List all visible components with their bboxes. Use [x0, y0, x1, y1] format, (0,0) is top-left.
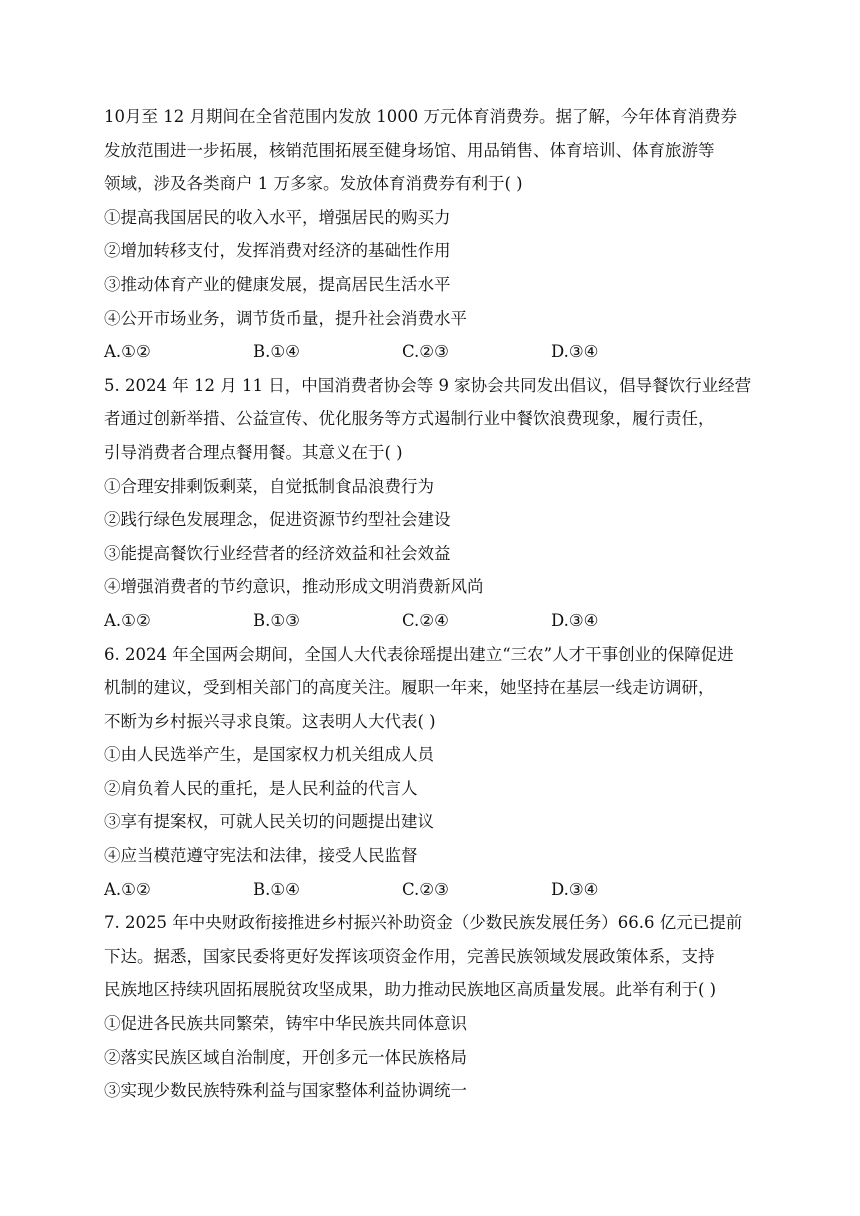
question-7 [104, 906, 784, 1108]
question-stem-line: 10月至 12 月期间在全省范围内发放 1000 万元体育消费券。据了解，今年体育消费券 [104, 107, 737, 126]
statement-item: ③能提高餐饮行业经营者的经济效益和社会效益 [104, 543, 451, 563]
option-a: A.①② [104, 879, 151, 899]
question-stem-line: 不断为乡村振兴寻求良策。这表明人大代表( ) [104, 711, 436, 731]
question-4-continued [104, 100, 784, 369]
statement-item: ③推动体育产业的健康发展，提高居民生活水平 [104, 274, 451, 294]
option-d: D.③④ [551, 342, 599, 362]
statement-item: ④应当模范遵守宪法和法律，接受人民监督 [104, 846, 418, 866]
question-stem-line: 机制的建议，受到相关部门的高度关注。履职一年来，她坚持在基层一线走访调研， [104, 678, 715, 698]
question-stem-line: 7. 2025 年中央财政衔接推进乡村振兴补助资金（少数民族发展任务）66.6 亿元已提前 [104, 913, 743, 933]
question-stem-line: 领域，涉及各类商户 1 万多家。发放体育消费券有利于( ) [104, 174, 523, 194]
answer-options [104, 604, 784, 638]
statement-item: ①提高我国居民的收入水平，增强居民的购买力 [104, 207, 451, 227]
question-stem-line: 民族地区持续巩固拓展脱贫攻坚成果，助力推动民族地区高质量发展。此举有利于( ) [104, 980, 717, 1000]
answer-options [104, 335, 784, 369]
option-d: D.③④ [551, 610, 599, 630]
statement-item: ①由人民选举产生，是国家权力机关组成人员 [104, 745, 434, 765]
question-5 [104, 369, 784, 638]
statement-item: ③享有提案权，可就人民关切的问题提出建议 [104, 812, 434, 832]
statement-item: ②落实民族区域自治制度，开创多元一体民族格局 [104, 1047, 467, 1067]
statement-item: ③实现少数民族特殊利益与国家整体利益协调统一 [104, 1081, 467, 1101]
statement-item: ①促进各民族共同繁荣，铸牢中华民族共同体意识 [104, 1014, 467, 1034]
statement-item: ①合理安排剩饭剩菜，自觉抵制食品浪费行为 [104, 476, 434, 496]
question-stem-line: 者通过创新举措、公益宣传、优化服务等方式遏制行业中餐饮浪费现象，履行责任， [104, 409, 715, 429]
question-stem-line: 6. 2024 年全国两会期间，全国人大代表徐瑶提出建立“三农”人才干事创业的保障促进 [104, 644, 734, 664]
option-a: A.①② [104, 610, 151, 630]
option-a: A.①② [104, 342, 151, 362]
question-stem-line: 下达。据悉，国家民委将更好发挥该项资金作用，完善民族领域发展政策体系，支持 [104, 946, 715, 966]
statement-item: ②增加转移支付，发挥消费对经济的基础性作用 [104, 241, 451, 261]
answer-options [104, 873, 784, 907]
document-content [104, 100, 784, 1108]
question-stem-line: 引导消费者合理点餐用餐。其意义在于( ) [104, 442, 403, 462]
option-d: D.③④ [551, 879, 599, 899]
option-c: C.②③ [402, 342, 449, 362]
question-6 [104, 638, 784, 907]
option-c: C.②④ [402, 610, 449, 630]
statement-item: ④公开市场业务，调节货币量，提升社会消费水平 [104, 308, 467, 328]
question-stem-line: 5. 2024 年 12 月 11 日，中国消费者协会等 9 家协会共同发出倡议，倡导餐饮行业经营 [104, 375, 752, 395]
statement-item: ②践行绿色发展理念，促进资源节约型社会建设 [104, 510, 451, 530]
option-c: C.②③ [402, 879, 449, 899]
statement-item: ②肩负着人民的重托，是人民利益的代言人 [104, 778, 418, 798]
question-stem-line: 发放范围进一步拓展，核销范围拓展至健身场馆、用品销售、体育培训、体育旅游等 [104, 140, 715, 160]
statement-item: ④增强消费者的节约意识，推动形成文明消费新风尚 [104, 577, 484, 597]
option-b: B.①④ [253, 879, 300, 899]
option-b: B.①④ [253, 342, 300, 362]
option-b: B.①③ [253, 610, 300, 630]
